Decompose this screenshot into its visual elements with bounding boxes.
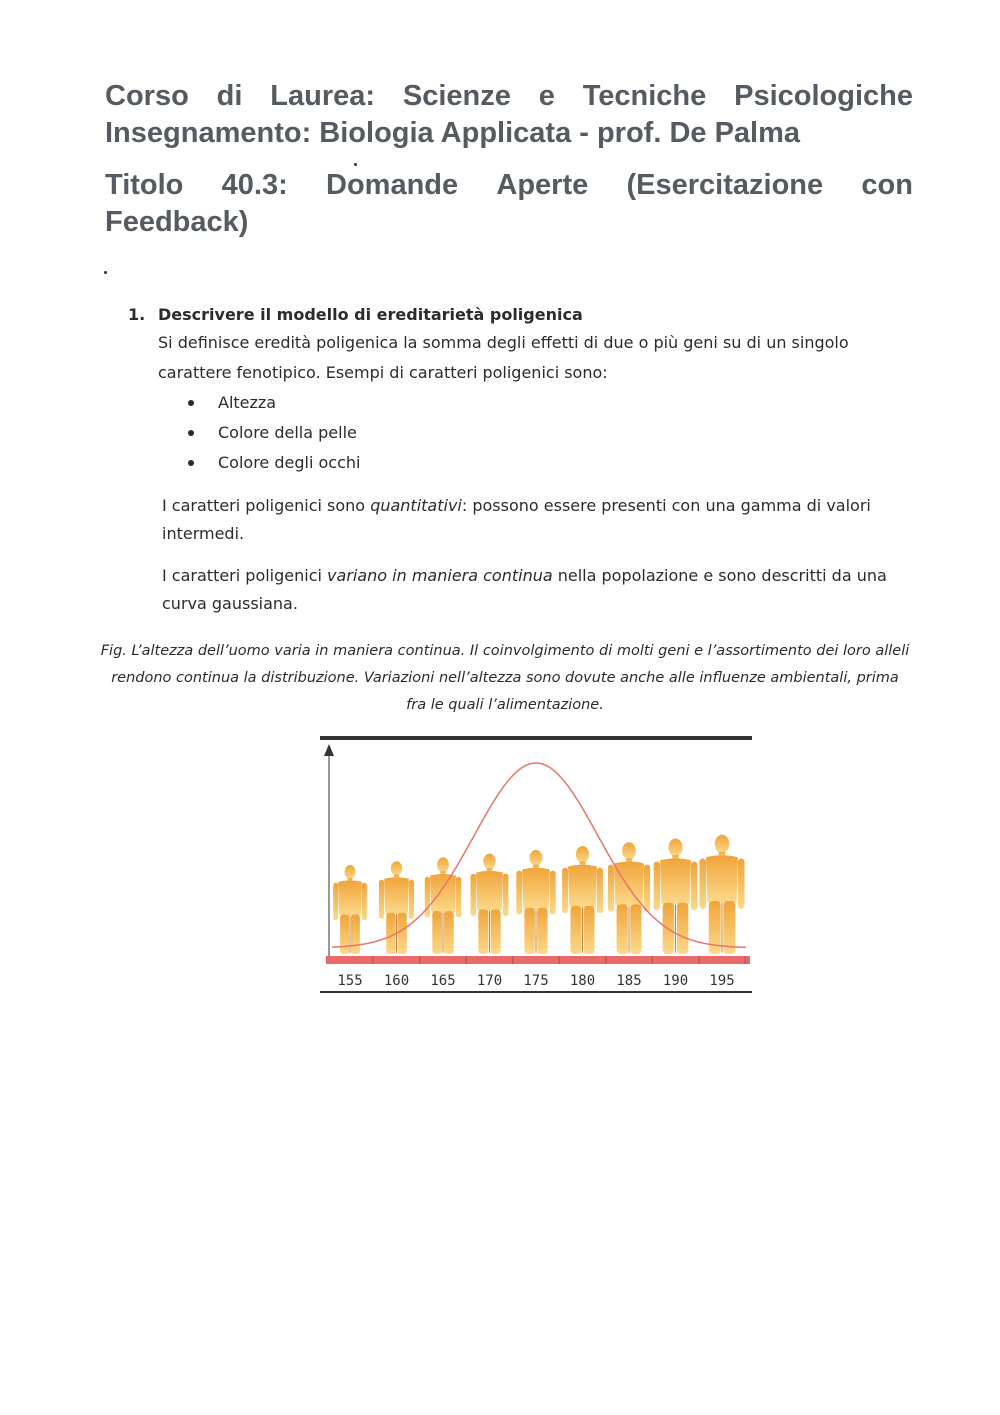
height-distribution-figure: [318, 734, 754, 996]
height-label: 170: [476, 973, 503, 989]
question-number: 1.: [128, 305, 146, 324]
height-label: 175: [523, 973, 549, 989]
continuous-paragraph: [162, 562, 902, 618]
emphasis-quantitativi: quantitativi: [370, 496, 462, 515]
person-figure: [471, 854, 509, 954]
subject-line: Insegnamento: Biologia Applicata - prof. De Palma: [105, 117, 801, 149]
height-label: 190: [662, 973, 689, 989]
height-distribution-illustration: [318, 734, 754, 996]
text-run: I caratteri poligenici: [162, 566, 328, 585]
question-title: [128, 302, 918, 328]
figure-caption: Fig. L’altezza dell’uomo varia in maniera continua. Il coinvolgimento di molti geni e l’assortimento dei loro alleli rendono continua la distribuzione. Variazioni nell’altezza sono dovute anche alle influenze ambientali, prima fra le quali l’alimentazione.: [100, 643, 910, 713]
list-item: Colore della pelle: [158, 418, 918, 448]
text-run: I caratteri poligenici sono: [162, 496, 371, 515]
document-title: [105, 167, 913, 241]
stray-dot: [354, 163, 357, 166]
title-word: 40.3:: [221, 169, 288, 201]
list-item: Colore degli occhi: [158, 448, 918, 478]
course-line: Corso di Laurea: Scienze e Tecniche Psicologiche: [105, 80, 913, 112]
stray-dot: [104, 271, 107, 274]
height-label: 185: [616, 973, 642, 989]
text-run: : possono essere presenti con una gamma di valori intermedi.: [162, 496, 871, 543]
list-item: Altezza: [158, 388, 918, 418]
height-label: 155: [337, 973, 363, 989]
title-word: (Esercitazione: [626, 169, 824, 201]
bottom-rule: [320, 991, 752, 993]
title-word: Domande: [326, 169, 459, 201]
height-label: 165: [430, 973, 456, 989]
title-line-2: Feedback): [105, 206, 249, 238]
height-label: 195: [709, 973, 735, 989]
person-figure: [379, 861, 414, 954]
person-figure: [516, 850, 555, 954]
quantitative-paragraph: [162, 492, 902, 548]
intro-paragraph: Si definisce eredità poligenica la somma degli effetti di due o più geni su di un singolo carattere fenotipico. Esempi di caratteri poligenici sono:: [158, 333, 849, 382]
height-scale-bar: [326, 956, 750, 964]
emphasis-continua: variano in maniera continua: [327, 566, 553, 585]
height-label: 160: [383, 973, 410, 989]
examples-list: [128, 388, 918, 478]
title-word: Titolo: [105, 169, 184, 201]
person-figure: [562, 846, 603, 954]
person-figure: [333, 865, 367, 954]
question-title-text: Descrivere il modello di ereditarietà poligenica: [158, 305, 583, 324]
person-figure: [699, 835, 744, 954]
document-header: [105, 78, 913, 241]
title-word: con: [861, 169, 913, 201]
title-line-1: [105, 167, 913, 204]
text-run: nella popolazione e sono descritti da una curva gaussiana.: [162, 566, 887, 613]
height-label: 180: [569, 973, 596, 989]
y-axis-arrow-icon: [324, 744, 334, 756]
title-word: Aperte: [496, 169, 589, 201]
person-figure: [654, 838, 698, 954]
question-section: [128, 302, 918, 618]
person-figure: [608, 842, 650, 954]
top-rule: [320, 736, 752, 740]
